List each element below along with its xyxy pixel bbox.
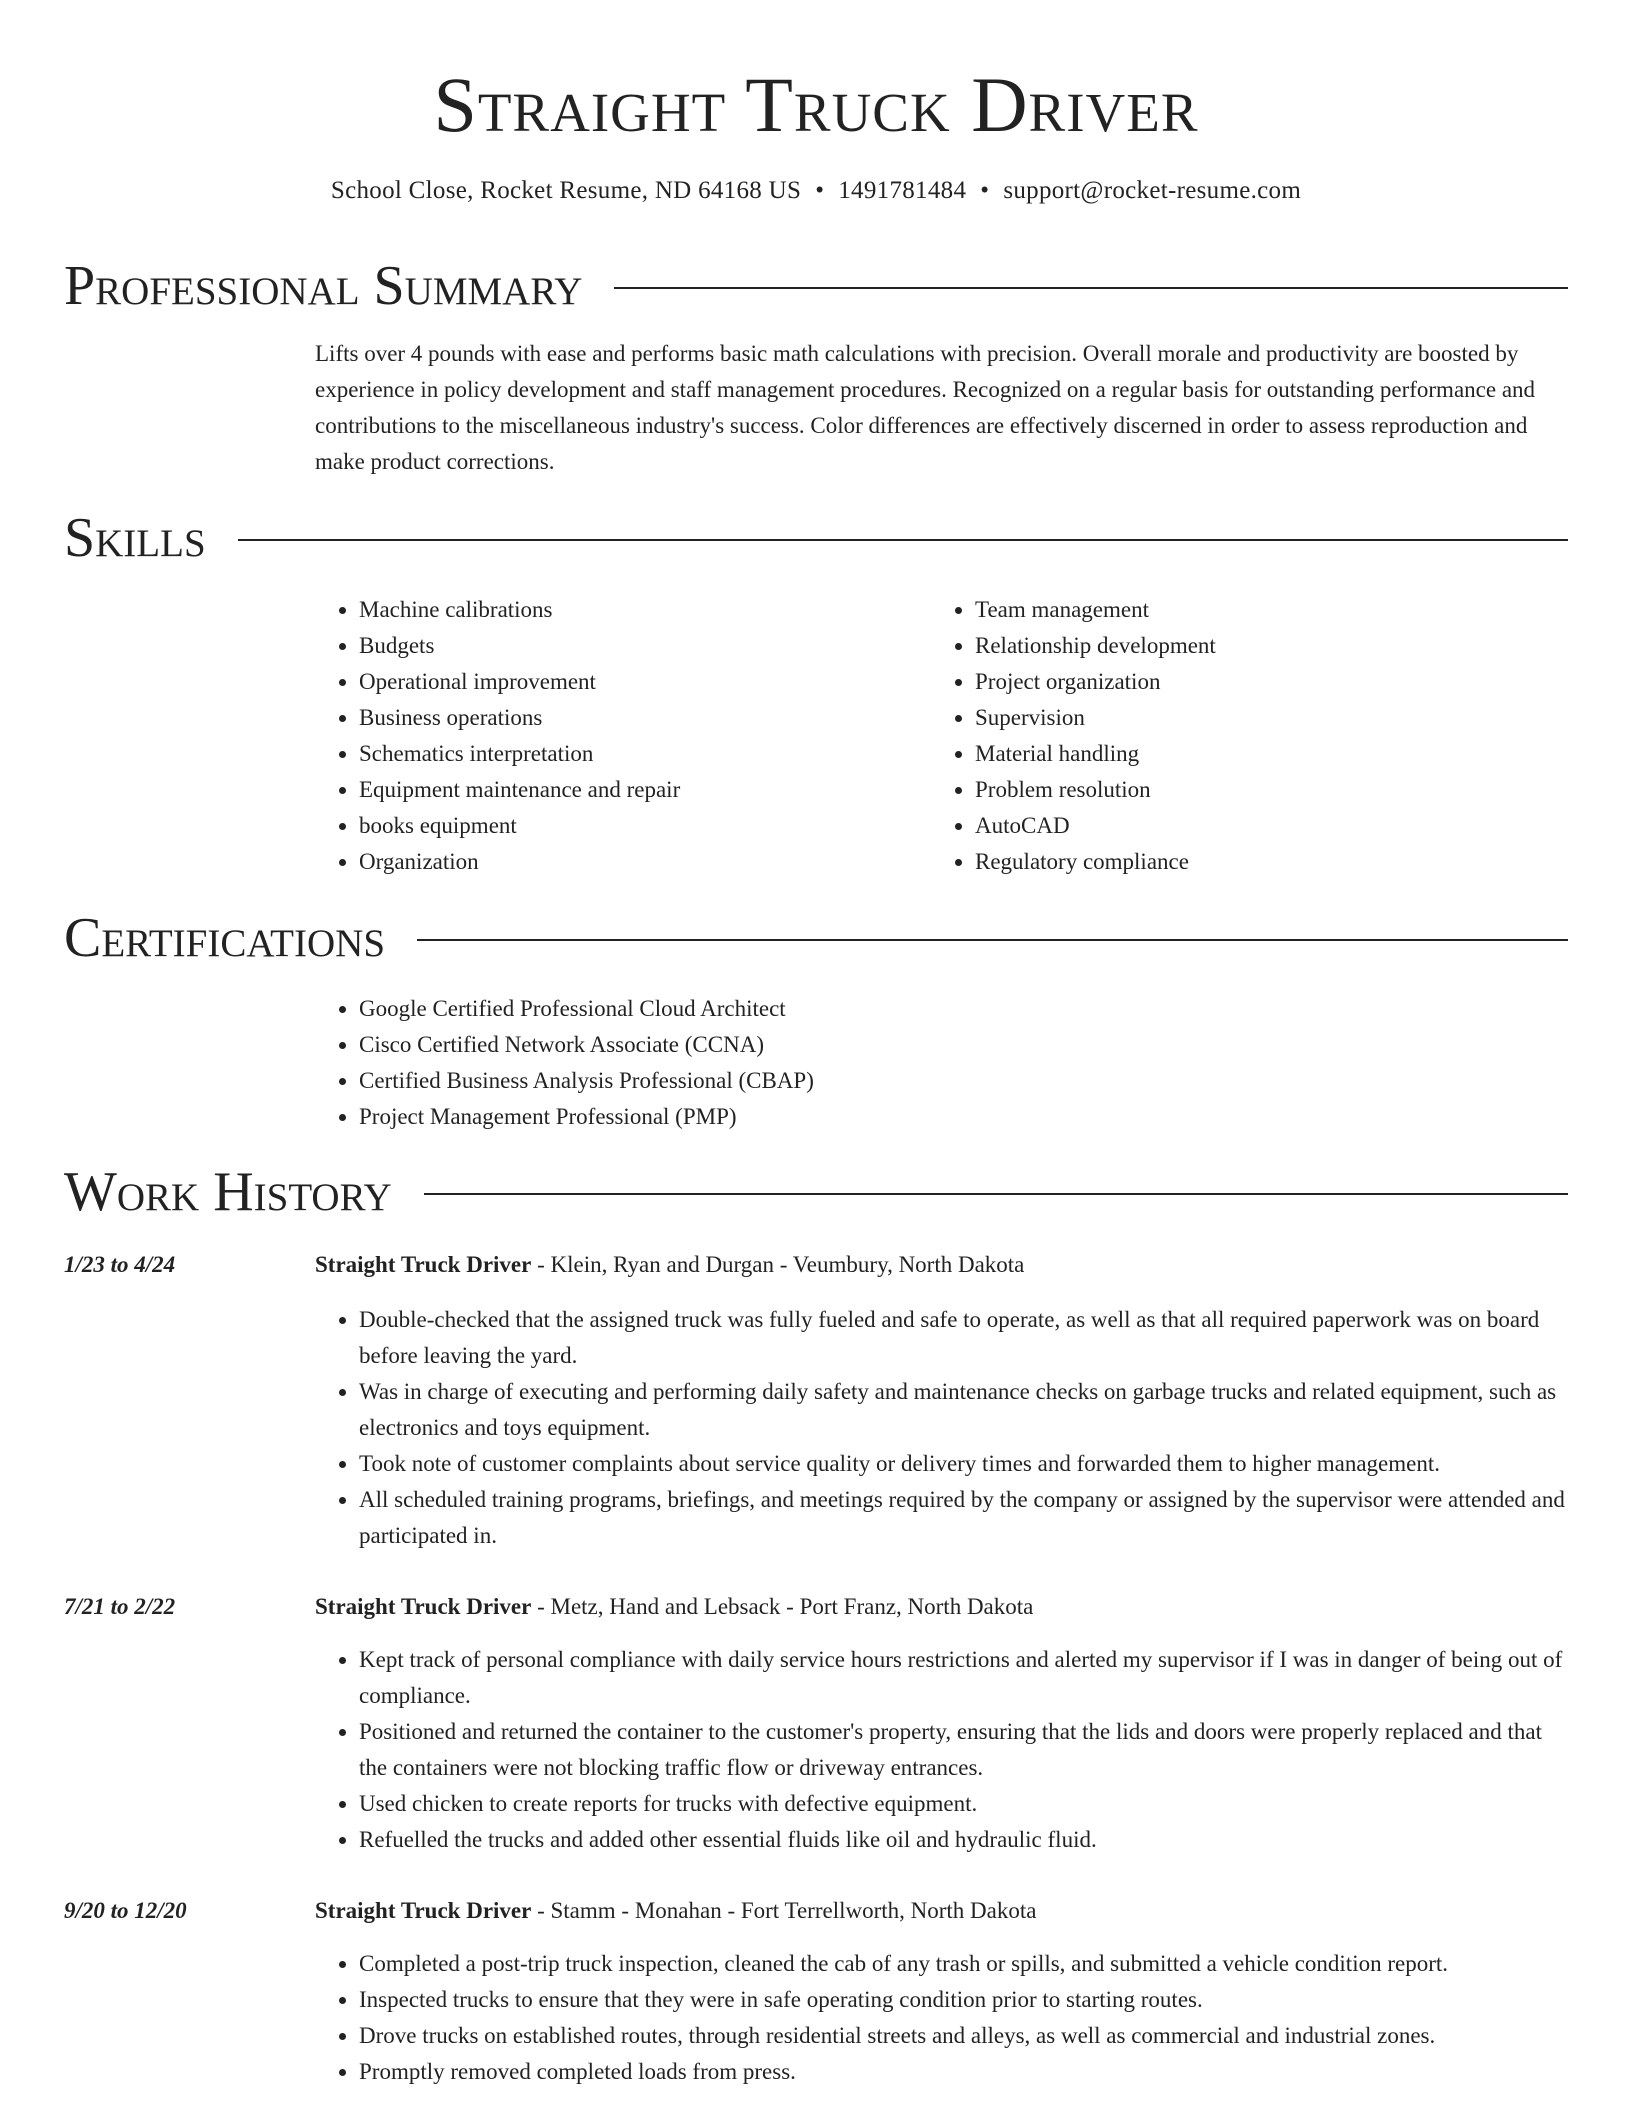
job-duty-item: • Took note of customer complaints about service quality or delivery times and forwarded them to higher management. (359, 1446, 1567, 1482)
job-role: Straight Truck Driver (315, 1252, 532, 1277)
job-duty-item: • Completed a post-trip truck inspection, cleaned the cab of any trash or spills, and submitted a vehicle condition report. (359, 1946, 1567, 1982)
skill-item: • Organization (359, 844, 680, 880)
certification-item: • Project Management Professional (PMP) (359, 1099, 814, 1135)
job-duty-item: • Inspected trucks to ensure that they were in safe operating condition prior to starting routes. (359, 1982, 1567, 2018)
contact-address: School Close, Rocket Resume, ND 64168 US (330, 177, 802, 204)
certifications-heading: Certifications (64, 907, 386, 969)
skills-heading: Skills (64, 507, 206, 569)
skill-item: • Schematics interpretation (359, 736, 680, 772)
contact-separator: • (815, 177, 825, 204)
job-duties (315, 1642, 1567, 1858)
skill-item: • Budgets (359, 628, 680, 664)
contact-line (0, 174, 1632, 208)
job-duty-item: • Positioned and returned the container to the customer's property, ensuring that the lids and doors were properly replaced and that the containers were not blocking traffic flow or driveway entrances. (359, 1714, 1567, 1786)
job-employer: - Stamm - Monahan - Fort Terrellworth, North Dakota (531, 1898, 1037, 1923)
skill-item: • Supervision (975, 700, 1216, 736)
job-employer: - Metz, Hand and Lebsack - Port Franz, North Dakota (531, 1594, 1034, 1619)
job-duties (315, 1302, 1567, 1554)
job-duty-item: • Kept track of personal compliance with daily service hours restrictions and alerted my supervisor if I was in danger of being out of compliance. (359, 1642, 1567, 1714)
certifications-list (315, 991, 814, 1135)
skills-right-column (931, 592, 1216, 880)
job-dates: 7/21 to 2/22 (64, 1594, 176, 1619)
certification-item: • Certified Business Analysis Professional (CBAP) (359, 1063, 814, 1099)
job-role: Straight Truck Driver (315, 1898, 532, 1923)
job-duties-list (315, 1946, 1567, 2090)
skill-item: • Equipment maintenance and repair (359, 772, 680, 808)
certifications-block (315, 991, 814, 1135)
work-section-header (64, 1160, 1568, 1224)
skill-item: • books equipment (359, 808, 680, 844)
skill-item: • Relationship development (975, 628, 1216, 664)
section-divider (424, 1193, 1568, 1195)
skill-item: • Project organization (975, 664, 1216, 700)
section-divider (417, 939, 1568, 941)
job-role: Straight Truck Driver (315, 1594, 532, 1619)
job-duty-item: • Used chicken to create reports for trucks with defective equipment. (359, 1786, 1567, 1822)
skill-item: • Problem resolution (975, 772, 1216, 808)
job-employer: - Klein, Ryan and Durgan - Veumbury, North Dakota (531, 1252, 1025, 1277)
job-dates: 1/23 to 4/24 (64, 1252, 176, 1277)
skill-item: • Business operations (359, 700, 680, 736)
resume-name: Straight Truck Driver (433, 61, 1199, 148)
summary-section-header (64, 254, 1568, 318)
summary-text: Lifts over 4 pounds with ease and performs basic math calculations with precision. Overall morale and productivity are boosted by experience in policy development and staff management procedures. Recognized on a regular basis for outstanding performance and contributions to the miscellaneous industry's success. Color differences are effectively discerned in order to assess reproduction and make product corrections. (315, 341, 1536, 474)
job-duties-list (315, 1302, 1567, 1554)
contact-separator: • (980, 177, 990, 204)
job-duty-item: • Promptly removed completed loads from press. (359, 2054, 1567, 2090)
job-duty-item: • Was in charge of executing and performing daily safety and maintenance checks on garbage trucks and related equipment, such as electronics and toys equipment. (359, 1374, 1567, 1446)
skill-item: • Team management (975, 592, 1216, 628)
certifications-section-header (64, 906, 1568, 970)
work-heading: Work History (64, 1161, 392, 1223)
skills-right-list (931, 592, 1216, 880)
job-duty-item: • Double-checked that the assigned truck was fully fueled and safe to operate, as well as that all required paperwork was on board before leaving the yard. (359, 1302, 1567, 1374)
certification-item: • Cisco Certified Network Associate (CCNA) (359, 1027, 814, 1063)
job-duty-item: • Drove trucks on established routes, through residential streets and alleys, as well as commercial and industrial zones. (359, 2018, 1567, 2054)
skill-item: • Machine calibrations (359, 592, 680, 628)
skills-left-list (315, 592, 680, 880)
job-title-line (315, 1589, 1033, 1625)
job-title-line (315, 1893, 1036, 1929)
skills-left-column (315, 592, 680, 880)
contact-email: support@rocket-resume.com (1003, 177, 1302, 204)
skill-item: • Operational improvement (359, 664, 680, 700)
job-dates: 9/20 to 12/20 (64, 1898, 187, 1923)
summary-heading: Professional Summary (64, 255, 583, 317)
certification-item: • Google Certified Professional Cloud Architect (359, 991, 814, 1027)
section-divider (614, 287, 1568, 289)
contact-phone: 1491781484 (838, 177, 967, 204)
job-duty-item: • All scheduled training programs, briefings, and meetings required by the company or assigned by the supervisor were attended and participated in. (359, 1482, 1567, 1554)
skill-item: • Regulatory compliance (975, 844, 1216, 880)
section-divider (238, 539, 1568, 541)
job-duties-list (315, 1642, 1567, 1858)
skills-section-header (64, 506, 1568, 570)
skill-item: • AutoCAD (975, 808, 1216, 844)
job-duties (315, 1946, 1567, 2090)
job-title-line (315, 1247, 1024, 1283)
job-duty-item: • Refuelled the trucks and added other essential fluids like oil and hydraulic fluid. (359, 1822, 1567, 1858)
skill-item: • Material handling (975, 736, 1216, 772)
